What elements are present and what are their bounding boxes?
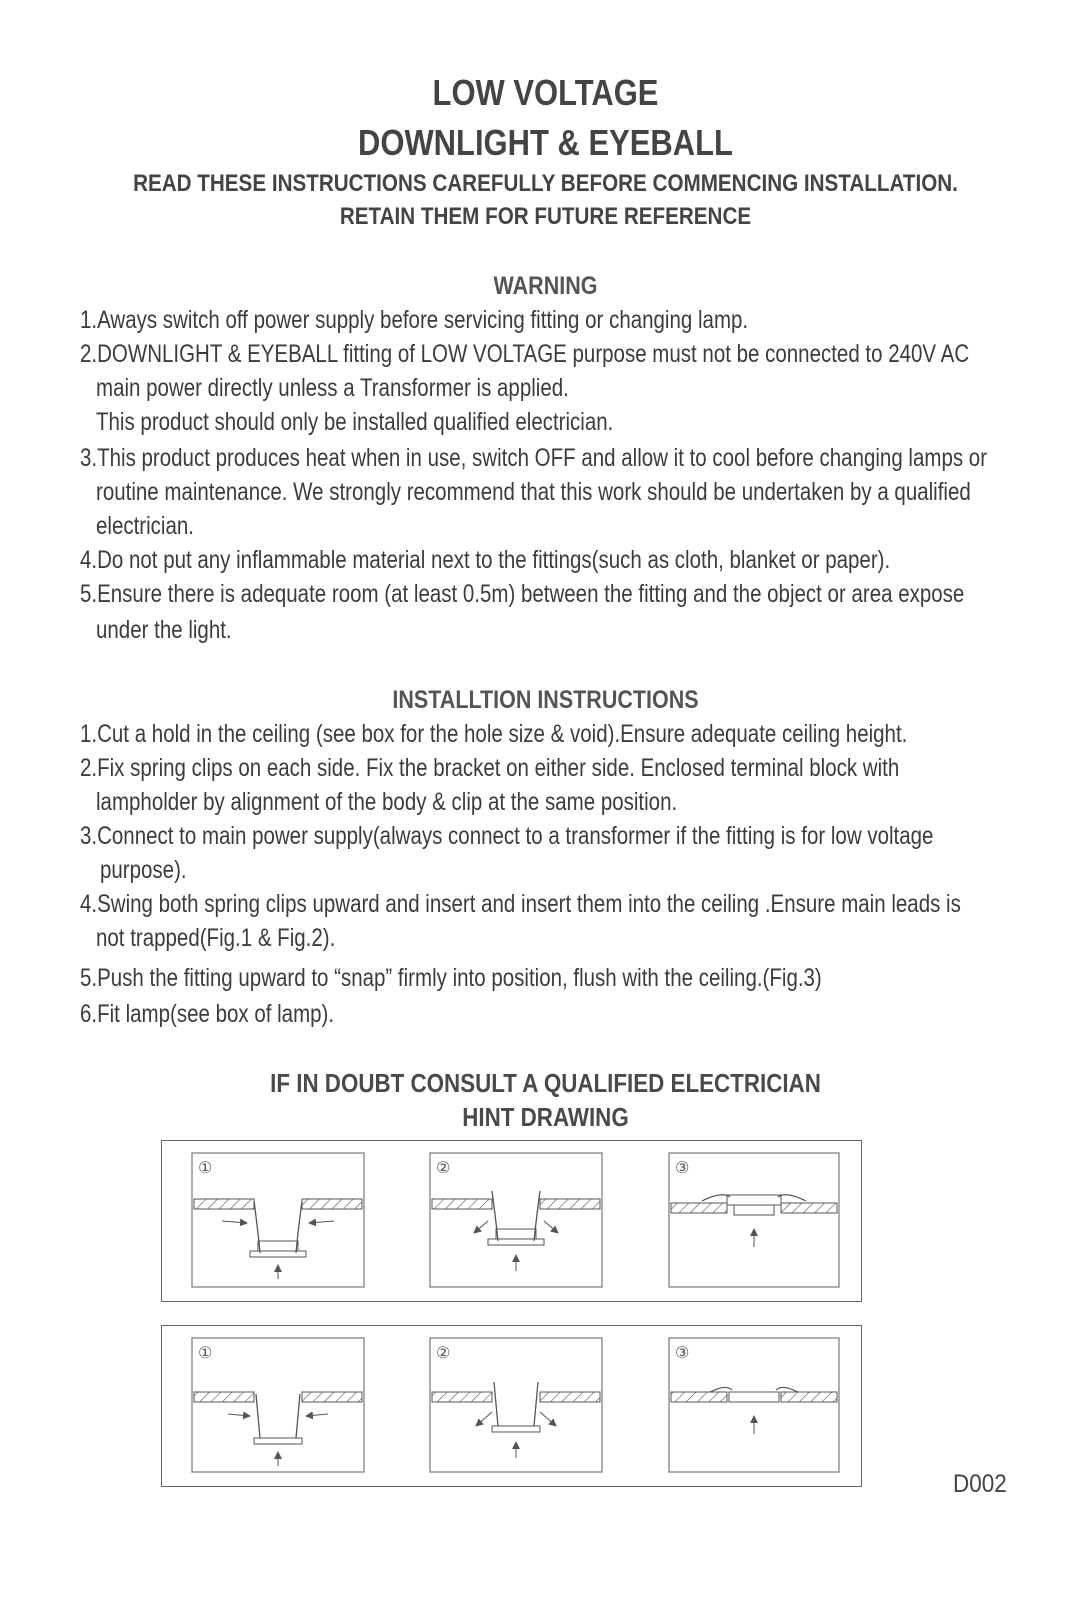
install-line: 3.Connect to main power supply(always connect to a transformer if the fitting is for low voltage	[80, 822, 934, 850]
warning-line: 3.This product produces heat when in use, switch OFF and allow it to cool before changing lamps or	[80, 444, 988, 472]
warning-line: main power directly unless a Transformer is applied.	[96, 374, 569, 402]
figure-number-1: ①	[198, 1343, 213, 1362]
figure-number-1: ①	[198, 1158, 213, 1177]
figure-1	[192, 1338, 364, 1472]
warning-line: 5.Ensure there is adequate room (at least 0.5m) between the fitting and the object or area expose	[80, 580, 965, 608]
figure-number-2: ②	[436, 1343, 451, 1362]
figure-1	[192, 1153, 364, 1287]
warning-line: routine maintenance. We strongly recommend that this work should be undertaken by a qualified	[96, 478, 971, 506]
figure-number-3: ③	[675, 1158, 690, 1177]
install-line: 5.Push the fitting upward to “snap” firmly into position, flush with the ceiling.(Fig.3)	[80, 964, 822, 992]
hint-drawing-row-2-svg	[162, 1326, 861, 1486]
warning-line: This product should only be installed qualified electrician.	[96, 408, 614, 436]
install-heading: INSTALLTION INSTRUCTIONS	[392, 686, 699, 714]
figure-3	[669, 1338, 839, 1472]
figure-2	[430, 1338, 602, 1472]
install-line: 4.Swing both spring clips upward and insert and insert them into the ceiling .Ensure main leads is	[80, 890, 961, 918]
warning-line: 2.DOWNLIGHT & EYEBALL fitting of LOW VOLTAGE purpose must not be connected to 240V AC	[80, 340, 970, 368]
hint-drawing-row-eyeball	[161, 1325, 862, 1487]
figure-number-2: ②	[436, 1158, 451, 1177]
warning-line: 1.Aways switch off power supply before servicing fitting or changing lamp.	[80, 306, 749, 334]
figure-2	[430, 1153, 602, 1287]
warning-heading: WARNING	[493, 272, 598, 300]
figure-number-3: ③	[675, 1343, 690, 1362]
install-line: purpose).	[100, 856, 187, 884]
warning-line: 4.Do not put any inflammable material next to the fittings(such as cloth, blanket or paper).	[80, 546, 891, 574]
install-line: not trapped(Fig.1 & Fig.2).	[96, 924, 336, 952]
hint-drawing-row-downlight	[161, 1140, 862, 1302]
document-code: D002	[953, 1470, 1007, 1498]
notice-line-1: READ THESE INSTRUCTIONS CAREFULLY BEFORE COMMENCING INSTALLATION.	[133, 170, 958, 197]
title-line-1: LOW VOLTAGE	[432, 72, 659, 113]
hint-drawing-heading: HINT DRAWING	[462, 1102, 629, 1132]
install-line: 1.Cut a hold in the ceiling (see box for the hole size & void).Ensure adequate ceiling height.	[80, 720, 908, 748]
hint-drawing-row-1-svg	[162, 1141, 861, 1301]
install-line: lampholder by alignment of the body & clip at the same position.	[96, 788, 678, 816]
figure-3	[669, 1153, 839, 1287]
install-line: 6.Fit lamp(see box of lamp).	[80, 1000, 335, 1028]
doubt-heading: IF IN DOUBT CONSULT A QUALIFIED ELECTRICIAN	[270, 1068, 821, 1098]
warning-line: under the light.	[96, 616, 232, 644]
notice-line-2: RETAIN THEM FOR FUTURE REFERENCE	[339, 203, 752, 230]
title-line-2: DOWNLIGHT & EYEBALL	[358, 122, 733, 163]
warning-line: electrician.	[96, 512, 194, 540]
install-line: 2.Fix spring clips on each side. Fix the bracket on either side. Enclosed terminal block with	[80, 754, 900, 782]
